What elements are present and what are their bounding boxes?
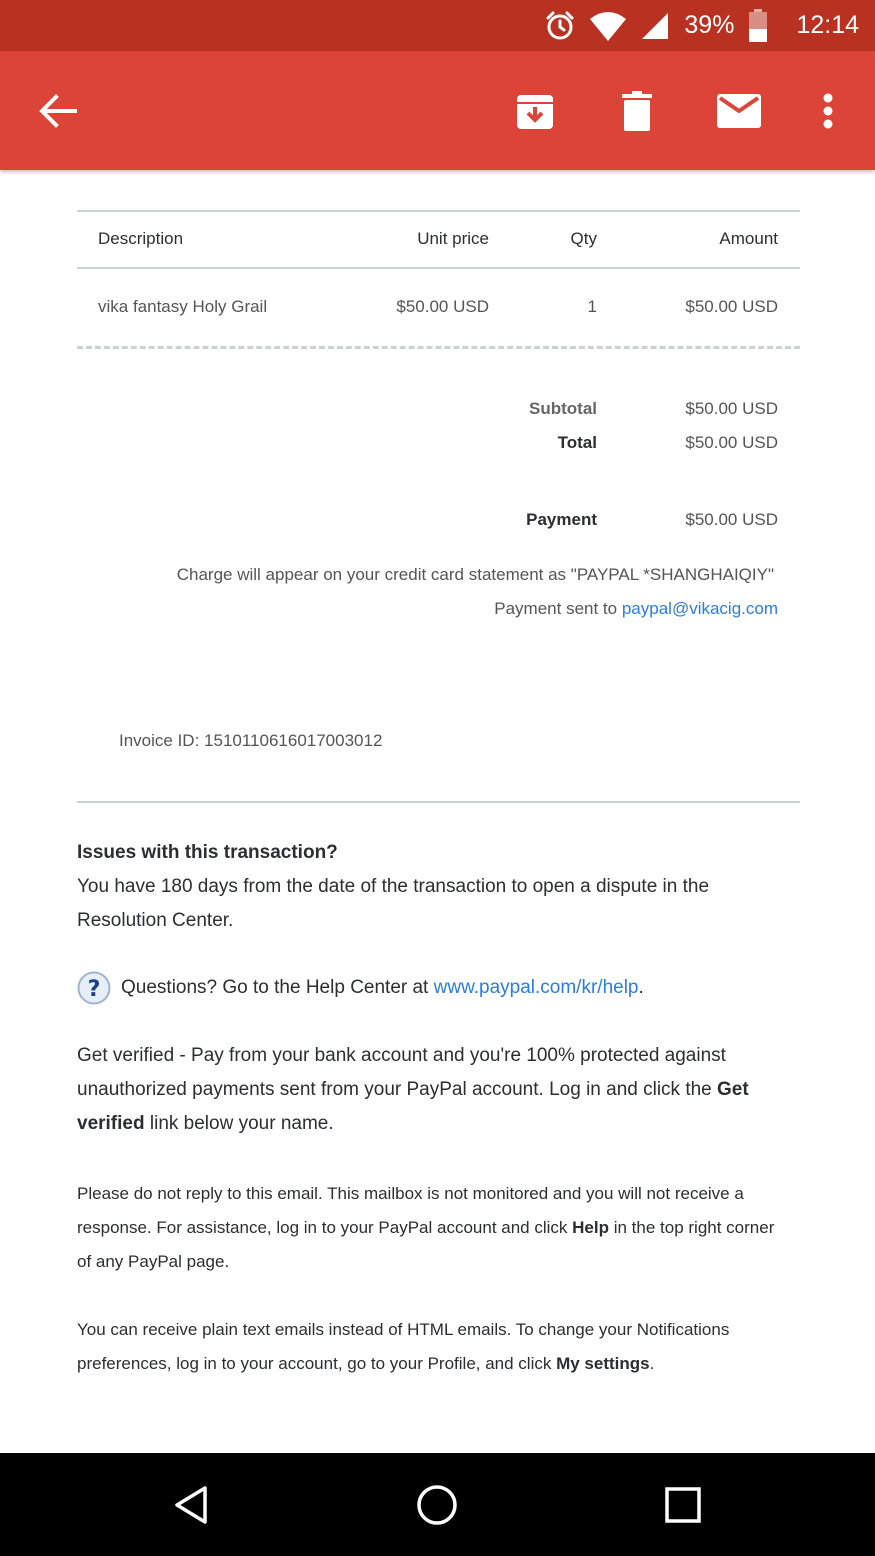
payment-sent-prefix: Payment sent to: [494, 599, 622, 618]
subtotal-value: $50.00 USD: [685, 399, 778, 418]
alarm-icon: [544, 10, 576, 42]
item-unit-price: $50.00 USD: [396, 297, 489, 316]
nav-back-button[interactable]: [151, 1453, 231, 1556]
back-nav-icon: [173, 1485, 209, 1525]
total-value: $50.00 USD: [685, 433, 778, 452]
help-question-icon: [77, 971, 111, 1005]
noreply-text-1: Please do not reply to this email. This mailbox is not monitored and you will not receive a response. For assistance, log in to your PayPal account and click: [77, 1184, 744, 1237]
invoice-id: Invoice ID: 1510110616017003012: [119, 731, 383, 750]
battery-percent: 39%: [684, 11, 735, 39]
more-vert-icon: [823, 93, 833, 129]
header-description: Description: [98, 229, 184, 248]
delete-icon: [622, 91, 652, 131]
status-bar: [0, 0, 875, 51]
no-reply-paragraph: [77, 1177, 789, 1279]
battery-icon: [748, 9, 768, 43]
plain-bold: My settings: [556, 1354, 650, 1373]
questions-prefix: Questions? Go to the Help Center at: [121, 977, 434, 999]
email-body[interactable]: [0, 170, 875, 1453]
invoice-bottom-divider: [77, 801, 800, 803]
payment-sent-line: [494, 599, 778, 619]
plain-text-paragraph: [77, 1313, 789, 1381]
clock: 12:14: [796, 11, 859, 39]
nav-home-button[interactable]: [397, 1453, 477, 1556]
archive-icon: [515, 91, 555, 131]
noreply-bold: Help: [572, 1218, 609, 1237]
plain-text-1: You can receive plain text emails instead of HTML emails. To change your Notifications preferences, log in to your account, go to your Profile, and click: [77, 1320, 730, 1373]
items-dashed-divider: [77, 346, 800, 349]
header-unit-price: Unit price: [417, 229, 489, 248]
back-arrow-icon: [39, 94, 77, 128]
item-description: vika fantasy Holy Grail: [98, 297, 268, 316]
archive-button[interactable]: [505, 51, 565, 170]
help-center-link[interactable]: www.paypal.com/kr/help: [433, 977, 639, 999]
item-amount: $50.00 USD: [685, 297, 778, 316]
back-button[interactable]: [28, 51, 88, 170]
noreply-text-2: in the top right corner of any PayPal page.: [77, 1218, 775, 1271]
total-label: Total: [557, 433, 597, 452]
issues-title: Issues with this transaction?: [77, 842, 338, 863]
header-amount: Amount: [719, 229, 778, 248]
more-options-button[interactable]: [798, 51, 858, 170]
subtotal-label: Subtotal: [529, 399, 597, 418]
payment-value: $50.00 USD: [685, 510, 778, 529]
table-top-divider: [77, 210, 800, 212]
wifi-icon: [590, 11, 626, 41]
delete-button[interactable]: [607, 51, 667, 170]
item-qty: 1: [587, 297, 597, 316]
charge-note: Charge will appear on your credit card statement as "PAYPAL *SHANGHAIQIY": [176, 565, 774, 584]
questions-suffix: .: [638, 977, 644, 999]
header-divider: [77, 267, 800, 269]
svg-text:?: ?: [87, 977, 101, 1002]
signal-icon: [640, 11, 670, 41]
home-nav-icon: [416, 1484, 458, 1526]
mail-icon: [717, 94, 761, 128]
issues-section: [77, 836, 797, 938]
plain-text-2: .: [649, 1354, 655, 1373]
get-verified-paragraph: [77, 1039, 797, 1141]
recents-nav-icon: [665, 1487, 701, 1523]
payment-label: Payment: [526, 510, 597, 529]
system-nav-bar: [0, 1453, 875, 1556]
verified-text-2: link below your name.: [144, 1113, 334, 1134]
verified-bold: Get verified: [77, 1079, 749, 1134]
verified-text-1: Get verified - Pay from your bank account and you're 100% protected against unauthorized payments sent from your PayPal account. Log in and click the: [77, 1045, 726, 1100]
nav-recents-button[interactable]: [643, 1453, 723, 1556]
issues-body: You have 180 days from the date of the transaction to open a dispute in the Resolution Center.: [77, 876, 710, 931]
payment-sent-email-link[interactable]: paypal@vikacig.com: [621, 599, 778, 618]
questions-line: [77, 971, 797, 1005]
header-qty: Qty: [570, 229, 597, 248]
app-bar: [0, 51, 875, 170]
mark-unread-button[interactable]: [709, 51, 769, 170]
